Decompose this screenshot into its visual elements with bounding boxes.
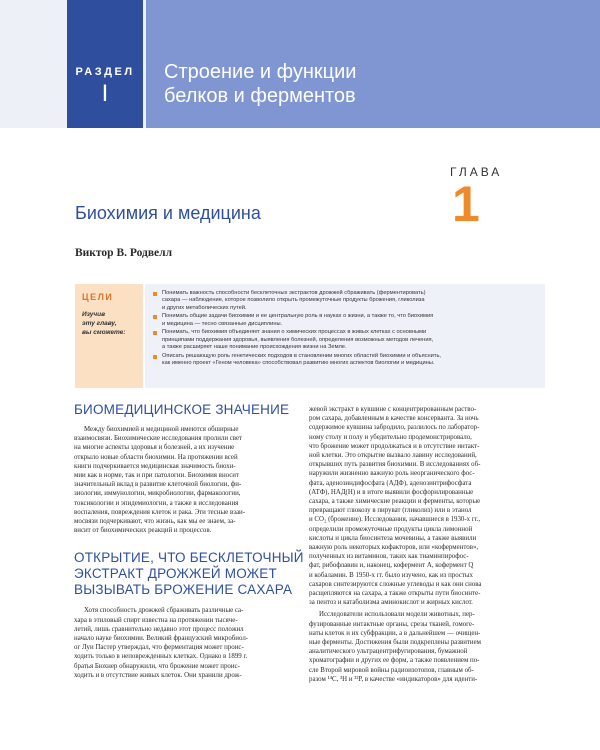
square-bullet-icon bbox=[153, 355, 157, 359]
paragraph-line: важную роль некоторых кофакторов, или «коферментов», bbox=[309, 544, 479, 552]
section-label-box bbox=[67, 0, 143, 128]
paragraph-line: кислоты и цикла биосинтеза мочевины, а также выявили bbox=[309, 534, 477, 542]
goal-item-line: Понимать важность способности бесклеточных экстрактов дрожжей сбраживать (ферментировать) bbox=[162, 290, 426, 296]
paragraph-line: ходить только в неповрежденных клетках. Однако в 1899 г. bbox=[74, 653, 248, 661]
section-title-line: Строение и функции bbox=[164, 61, 357, 83]
goal-item-line: и медицина — тесно связанные дисциплины. bbox=[162, 320, 283, 327]
paragraph-line: что брожение может продолжаться и в отсутствие интакт- bbox=[309, 442, 480, 450]
paragraph-line: сахара, а также химические реакции и ферменты, которые bbox=[309, 498, 481, 506]
paragraph-line: содержимое кувшина забродило, разлилось по лаборатор- bbox=[309, 424, 480, 432]
paragraph-line: начало науке биохимии. Великий французский микробиол- bbox=[74, 635, 249, 643]
goal-item bbox=[153, 313, 537, 328]
chapter-number: 1 bbox=[452, 176, 480, 232]
paragraph-line: открывших путь развития биохимии. В исследованиях об- bbox=[309, 461, 481, 469]
goals-list bbox=[145, 284, 545, 388]
goals-intro-line: Изучив bbox=[82, 311, 106, 318]
paragraph-line: определили промежуточные продукты цикла лимонной bbox=[309, 525, 473, 533]
paragraph-line: Исследователи использовали модели животных, пер- bbox=[319, 611, 475, 619]
goals-intro-line: вы сможете: bbox=[82, 329, 126, 336]
paragraph-line: мосвязи подчеркивают, что жизнь, как мы ее знаем, за- bbox=[74, 518, 236, 526]
paragraph-yeast-extract bbox=[309, 405, 537, 607]
paragraph-line: братья Бюхнер обнаружили, что брожение может проис- bbox=[74, 662, 240, 670]
paragraph-line: фат, рибофлавин и, наконец, кофермент А, кофермент Q bbox=[309, 562, 474, 570]
paragraph-line: за пентоз и катаболизма аминокислот и жирных кислот. bbox=[309, 599, 473, 607]
paragraph-fermentation bbox=[74, 606, 302, 680]
paragraph-line: ному столу и полу и убедительно продемонстрировало, bbox=[309, 433, 472, 441]
right-column bbox=[309, 405, 537, 684]
paragraph-line: летий, лишь сравнительно недавно этот процесс положил bbox=[74, 625, 244, 633]
heading-biomedical-importance bbox=[74, 402, 302, 418]
paragraph-line: фузированные интактные органы, срезы тканей, гомоге- bbox=[309, 620, 475, 628]
paragraph-line: токсикологии и эпидемиологии, а также в исследования bbox=[74, 499, 239, 507]
section-title-box bbox=[146, 0, 600, 128]
heading-cell-free-extract bbox=[74, 550, 302, 598]
paragraph-line: сле Второй мировой войны радиоизотопов, главным об- bbox=[309, 666, 474, 674]
paragraph-line: воспаления, повреждения клеток и рака. Эти тесные взаи- bbox=[74, 508, 245, 516]
goal-item-line: сахара — наблюдение, которое позволило открыть промежуточные продукты брожения, гликолиза bbox=[162, 297, 425, 304]
paragraph-line: хроматографии и других ее форм, а также появлением по- bbox=[309, 657, 480, 665]
section-title bbox=[164, 60, 594, 108]
paragraph-line: ог Луи Пастер утверждал, что ферментация может проис- bbox=[74, 644, 244, 652]
author-name: Виктор В. Родвелл bbox=[75, 247, 173, 259]
paragraph-line: наты клеток и их субфракции, а в дальнейшем — очищен- bbox=[309, 629, 481, 637]
paragraph-line: аналитического ультрацентрифугирования, бумажной bbox=[309, 648, 468, 656]
goal-item bbox=[153, 353, 537, 368]
heading-line: ВЫЗЫВАТЬ БРОЖЕНИЕ САХАРА bbox=[74, 582, 293, 598]
paragraph-line: ходить и в отсутствие живых клеток. Они хранили дрож- bbox=[74, 671, 242, 679]
goal-item-line: Понимать, что биохимия объединяет знания о химических процессах в живых клетках с основными bbox=[162, 329, 427, 336]
paragraph-line: взаимосвязи. Биохимические исследования пролили свет bbox=[74, 435, 243, 443]
goal-item-line: а также расширяет наше понимание происхождения жизни на Земле. bbox=[162, 344, 347, 351]
paragraph-line: значительный вклад в развитие клеточной биологии, фи- bbox=[74, 481, 242, 489]
square-bullet-icon bbox=[153, 292, 157, 296]
paragraph-biomedical bbox=[74, 425, 302, 535]
paragraph-line: и кобаламин. В 1950-х гг. было изучено, как из простых bbox=[309, 571, 473, 579]
goals-intro bbox=[82, 310, 140, 337]
paragraph-line: зиологии, иммунологии, микробиологии, фармакологии, bbox=[74, 490, 241, 498]
goal-item-line: Описать решающую роль генетических подходов в становлении многих областей биохимии и объяснить, bbox=[162, 352, 442, 359]
goal-item-line: принципами поддержания здоровья, выявления болезней, определения возможных методов лечения, bbox=[162, 336, 434, 343]
paragraph-line: жевой экстракт в кувшине с концентрированным раство- bbox=[309, 406, 477, 413]
paragraph-line: мии как в норме, так и при патологии. Биохимия вносит bbox=[74, 472, 240, 480]
paragraph-line: ром сахара, добавленным в качестве консерванта. За ночь bbox=[309, 415, 479, 423]
paragraph-line: (АТФ), НАД(Н) и в итоге выявили фосфорилированные bbox=[309, 488, 474, 496]
paragraph-line: висит от биохимических реакций и процессов. bbox=[74, 527, 212, 535]
paragraph-methods bbox=[309, 610, 537, 684]
paragraph-line: полученных из витаминов, таких как тиаминпирофос- bbox=[309, 553, 469, 561]
paragraph-line: сахаров синтезируются сложные углеводы и как они снова bbox=[309, 580, 482, 588]
goal-item bbox=[153, 329, 537, 351]
section-title-line: белков и ферментов bbox=[164, 85, 356, 107]
square-bullet-icon bbox=[153, 331, 157, 335]
goal-item-line: как именно проект «Геном человека» способствовал развитию многих аспектов биологии и медицины. bbox=[162, 360, 435, 367]
chapter-word: ГЛАВА bbox=[450, 165, 503, 179]
paragraph-line: разом ¹⁴C, ³H и ³²P, в качестве «индикаторов» для иденти- bbox=[309, 675, 478, 683]
paragraph-line: наружили жизненно важную роль неорганического фос- bbox=[309, 470, 475, 478]
goals-intro-line: эту главу, bbox=[82, 320, 117, 327]
paragraph-line: Хотя способность дрожжей сбраживать различные са- bbox=[84, 607, 244, 615]
paragraph-line: превращают глюкозу в пируват (гликолиз) или в этанол bbox=[309, 507, 472, 515]
chapter-title: Биохимия и медицина bbox=[75, 203, 261, 223]
goals-sidebar bbox=[75, 284, 143, 388]
paragraph-line: фата, аденозиндифосфата (АДФ), аденозинтрифосфата bbox=[309, 479, 472, 487]
paragraph-line: и CO₂ (брожение). Исследования, начавшиеся в 1930-х гг., bbox=[309, 516, 481, 524]
goals-label: ЦЕЛИ bbox=[82, 292, 114, 302]
left-column bbox=[74, 402, 302, 680]
goal-item-line: Понимать общие задачи биохимии и ее центральную роль в науках о жизни, а также то, что биохимия bbox=[162, 313, 434, 320]
paragraph-line: книги подчеркивается медицинская значимость биохи- bbox=[74, 462, 236, 470]
goals-box bbox=[75, 284, 545, 388]
square-bullet-icon bbox=[153, 315, 157, 319]
paragraph-line: ные ферменты. Достижения были подкреплены развитием bbox=[309, 639, 482, 647]
paragraph-line: Между биохимией и медициной имеются обширные bbox=[84, 426, 239, 433]
goal-item bbox=[153, 290, 537, 312]
section-number: I bbox=[101, 80, 109, 107]
paragraph-line: хара в этиловый спирт известна на протяжении тысяче- bbox=[74, 616, 238, 624]
heading-line: ЭКСТРАКТ ДРОЖЖЕЙ МОЖЕТ bbox=[74, 566, 277, 582]
heading-line: ОТКРЫТИЕ, ЧТО БЕСКЛЕТОЧНЫЙ bbox=[74, 550, 304, 566]
paragraph-line: на многие аспекты здоровья и болезней, а их изучение bbox=[74, 444, 235, 452]
paragraph-line: расщепляются на сахара, а также открыты пути биосинте- bbox=[309, 590, 481, 598]
goal-item-line: и других метаболических путей. bbox=[162, 304, 247, 311]
paragraph-line: открыло новые области биохимии. На протяжении всей bbox=[74, 453, 238, 461]
section-word: РАЗДЕЛ bbox=[75, 66, 135, 78]
paragraph-line: ной клетки. Это открытие вызвало лавину исследований, bbox=[309, 452, 477, 460]
heading-line: БИОМЕДИЦИНСКОЕ ЗНАЧЕНИЕ bbox=[74, 402, 290, 417]
